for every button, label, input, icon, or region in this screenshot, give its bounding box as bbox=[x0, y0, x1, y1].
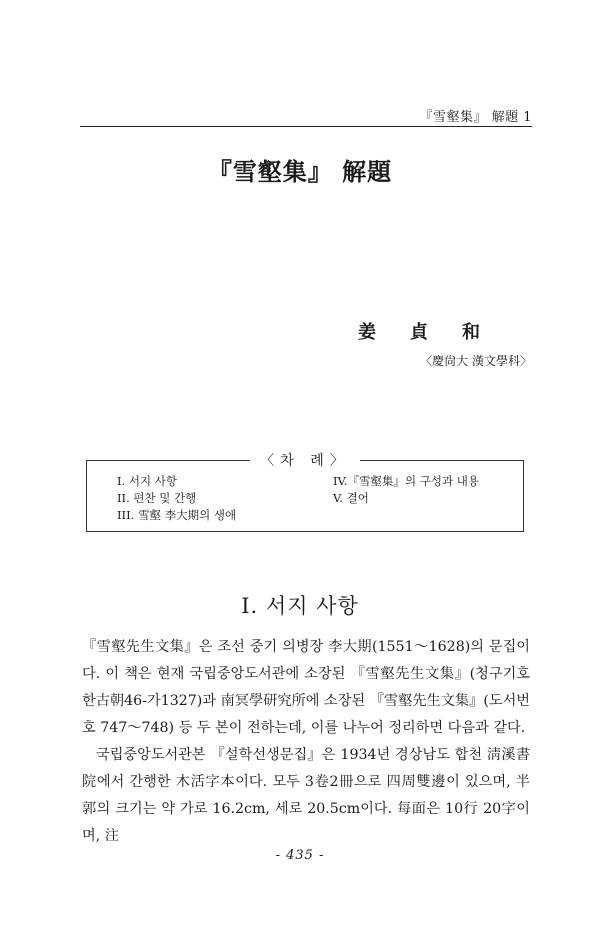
paragraph: 국립중앙도서관본 『설학선생문집』은 1934년 경상남도 합천 淸溪書院에서 간행한 木活字本이다. 모두 3卷2冊으로 四周雙邊이 있으며, 半郭의 크기는 약 가로 16.2cm, 세로 20.5cm이다. 每面은 10行 20字이며, 注 bbox=[82, 747, 530, 844]
page-number: - 435 - bbox=[275, 848, 325, 863]
author-affiliation: 〈慶尙大 漢文學科〉 bbox=[420, 354, 532, 368]
body-text bbox=[82, 634, 530, 850]
section-heading: I. 서지 사항 bbox=[241, 594, 359, 618]
toc-right-column bbox=[333, 473, 479, 507]
table-of-contents bbox=[86, 453, 524, 532]
toc-item: I. 서지 사항 bbox=[117, 474, 177, 488]
toc-item: IV.『雪壑集』의 구성과 내용 bbox=[333, 474, 479, 488]
author-name: 姜貞和 bbox=[358, 322, 514, 343]
toc-title: 〈차 례〉 bbox=[250, 453, 360, 469]
toc-item: V. 결어 bbox=[333, 491, 369, 505]
toc-left-column bbox=[117, 473, 236, 524]
running-head: 『雪壑集』 解題 1 bbox=[419, 110, 532, 125]
header-rule bbox=[80, 126, 532, 127]
toc-item: III. 雪壑 李大期의 생애 bbox=[117, 508, 237, 522]
toc-item: II. 편찬 및 간행 bbox=[117, 491, 197, 505]
page-title: 『雪壑集』 解題 bbox=[207, 157, 393, 186]
paragraph: 『雪壑先生文集』은 조선 중기 의병장 李大期(1551～1628)의 문집이다. 이 책은 현재 국립중앙도서관에 소장된 『雪壑先生文集』(청구기호 한古朝46-가1327)과 南冥學研究所에 소장된 『雪壑先生文集』(도서번호 747～748) 등 두 본이 전하는데, 이를 나누어 정리하면 다음과 같다. bbox=[82, 639, 530, 736]
